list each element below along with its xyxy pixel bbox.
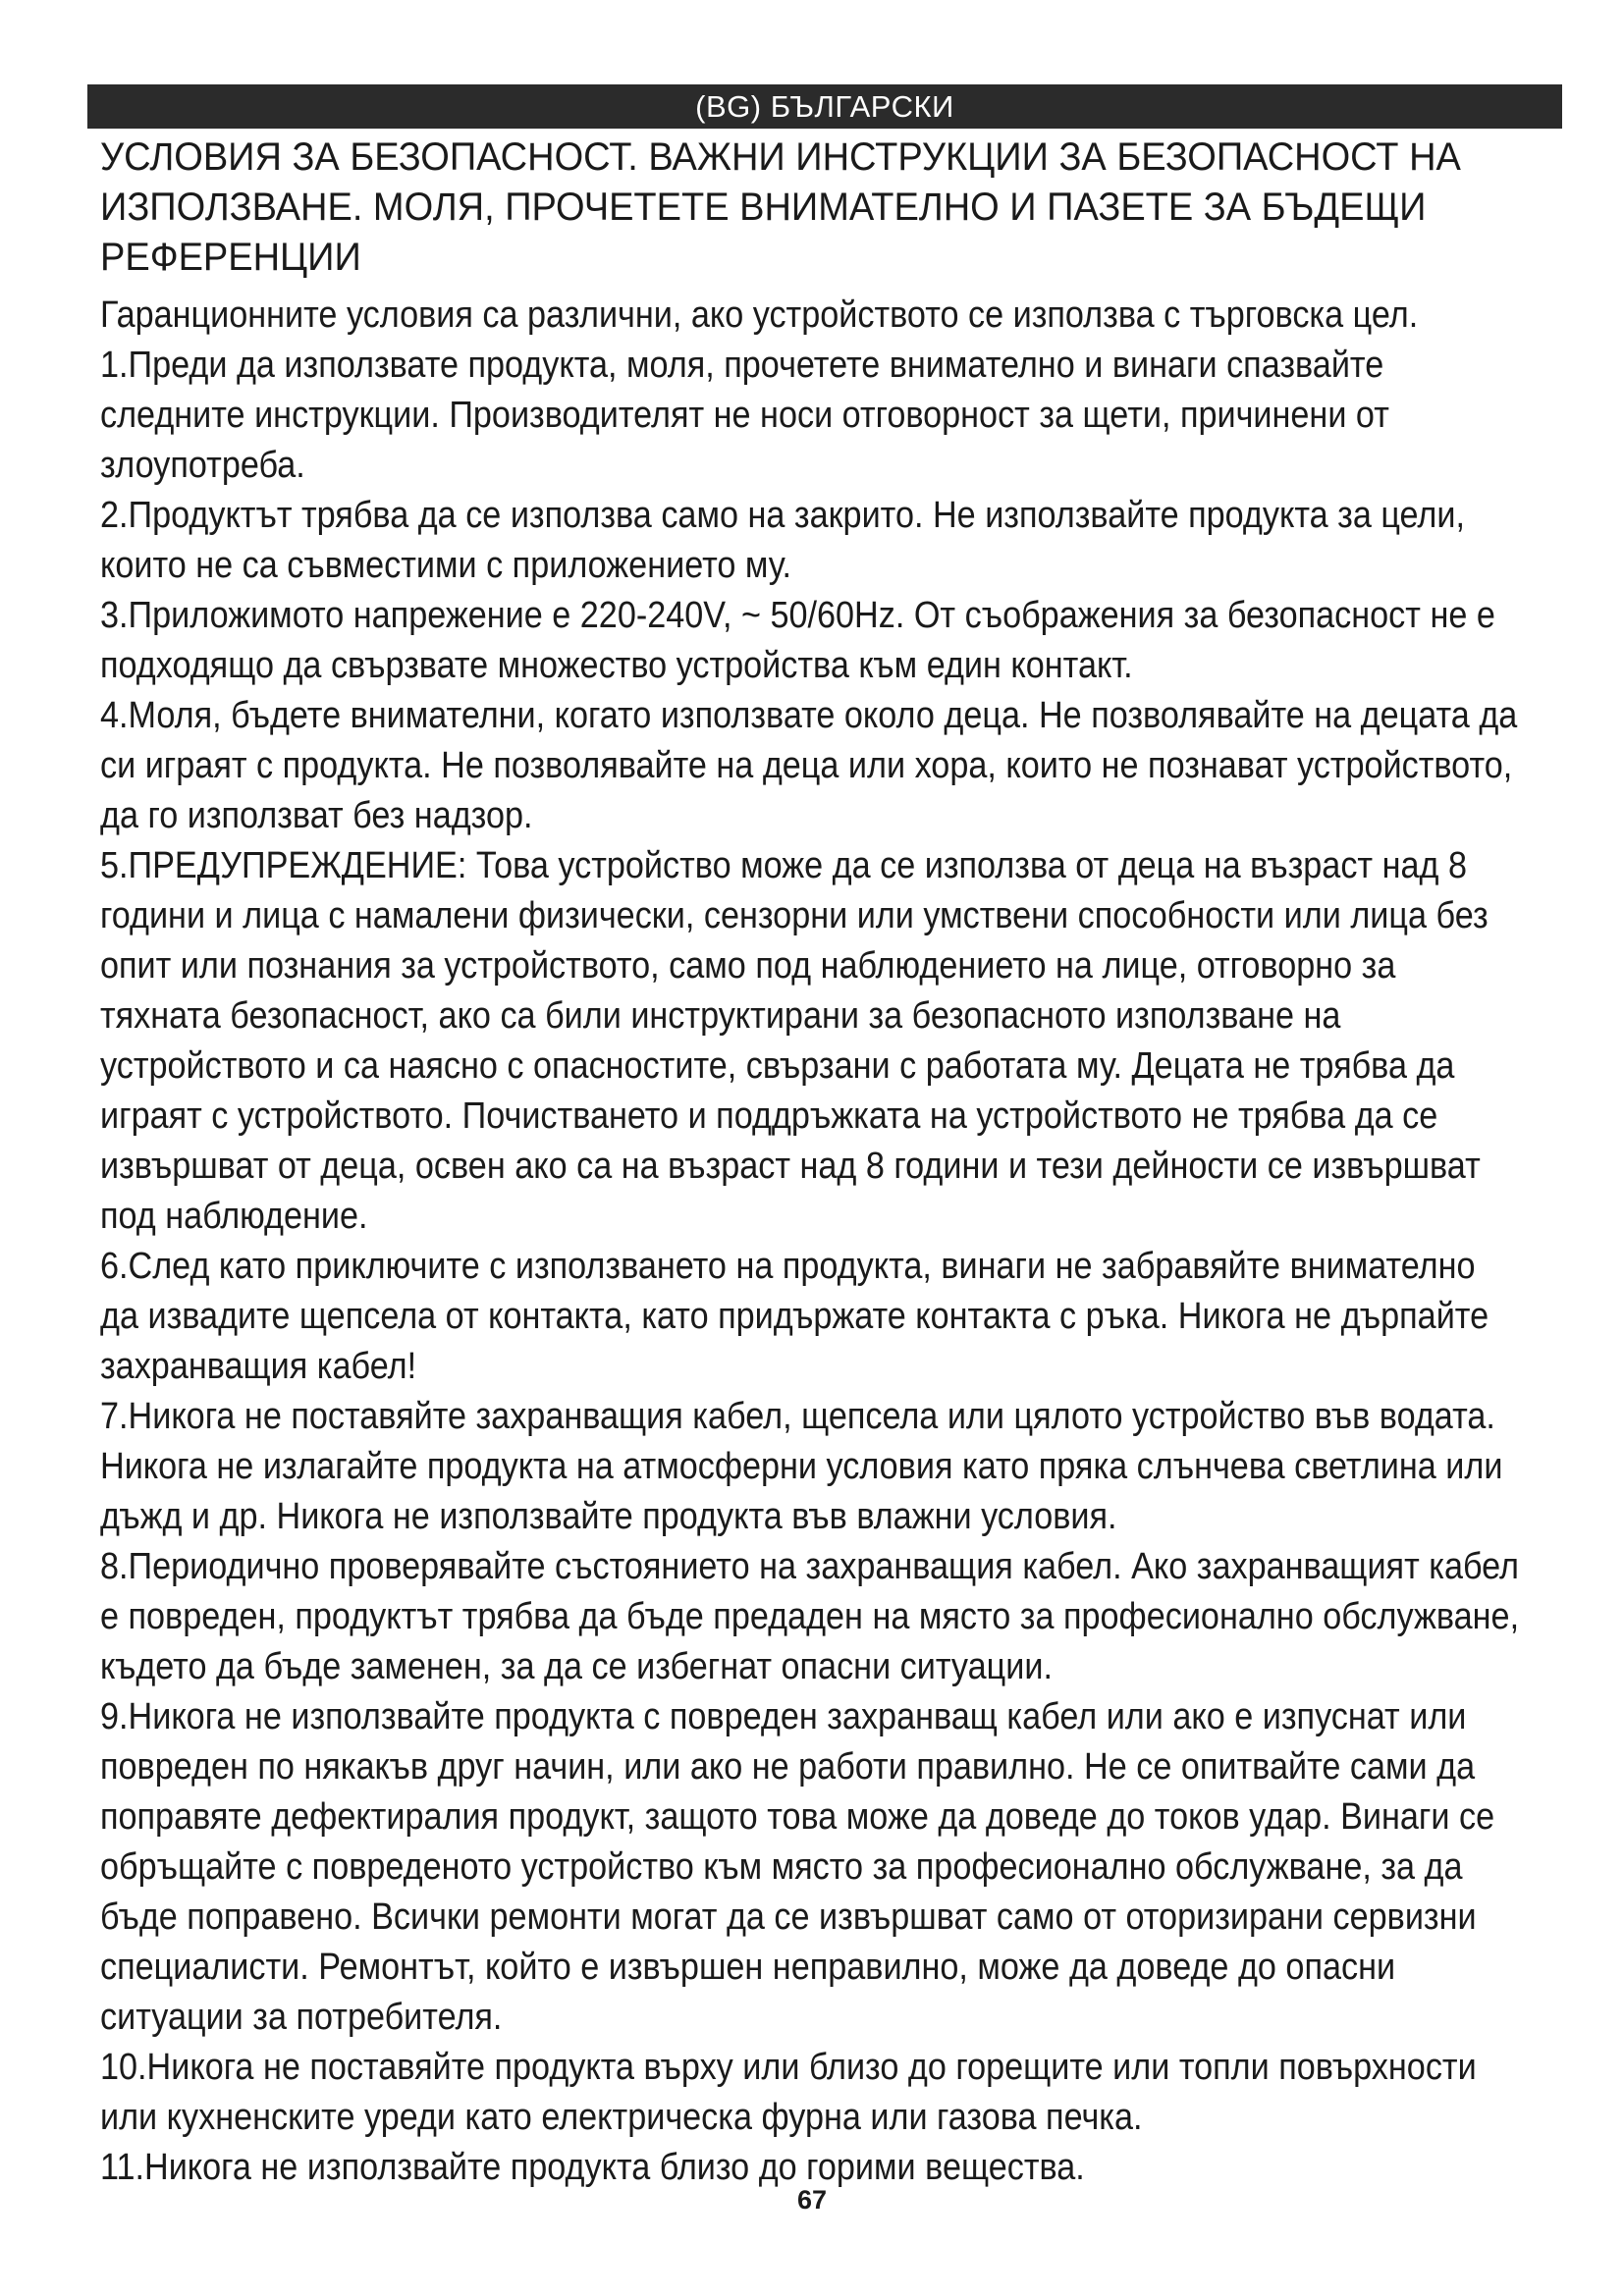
instruction-paragraph: 11.Никога не използвайте продукта близо до горими вещества.	[100, 2147, 1085, 2188]
instruction-paragraph: 8.Периодично проверявайте състоянието на захранващия кабел. Ако захранващият кабел е повреден, продуктът трябва да бъде предаден на място за професионално обслужване, където да бъде заменен, за да се избегнат опасни ситуации.	[100, 1546, 1520, 1687]
instruction-paragraph: 4.Моля, бъдете внимателни, когато използвате около деца. Не позволявайте на децата да си играят с продукта. Не позволявайте на деца или хора, които не познават устройството, да го използват без надзор.	[100, 695, 1518, 836]
instruction-paragraph: 7.Никога не поставяйте захранващия кабел, щепсела или цялото устройство във водата. Никога не излагайте продукта на атмосферни условия като пряка слънчева светлина или дъжд и др. Никога не използвайте продукта във влажни условия.	[100, 1396, 1503, 1537]
instruction-paragraph: 3.Приложимото напрежение е 220-240V, ~ 50/60Hz. От съображения за безопасност не е подходящо да свързвате множество устройства към един контакт.	[100, 595, 1495, 686]
instruction-paragraph: 6.След като приключите с използването на продукта, винаги не забравяйте внимателно да извадите щепсела от контакта, като придържате контакта с ръка. Никога не дърпайте захранващия кабел!	[100, 1246, 1489, 1387]
warranty-note-paragraph: Гаранционните условия са различни, ако устройството се използва с търговска цел.	[100, 294, 1419, 336]
instruction-paragraph: 10.Никога не поставяйте продукта върху или близо до горещите или топли повърхности или кухненските уреди като електрическа фурна или газова печка.	[100, 2047, 1477, 2138]
instruction-paragraph: 2.Продуктът трябва да се използва само на закрито. Не използвайте продукта за цели, които не са съвместими с приложението му.	[100, 495, 1465, 586]
instruction-paragraph: 5.ПРЕДУПРЕЖДЕНИЕ: Това устройство може да се използва от деца на възраст над 8 години и лица с намалени физически, сензорни или умствени способности или лица без опит или познания за устройството, само под наблюдението на лице, отговорно за тяхната безопасност, ако са били инструктирани за безопасното използване на устройството и са наясно с опасностите, свързани с работата му. Децата не трябва да играят с устройството. Почистването и поддръжката на устройството не трябва да се извършват от деца, освен ако са на възраст над 8 години и тези дейности се извършват под наблюдение.	[100, 845, 1489, 1237]
instruction-paragraph: 1.Преди да използвате продукта, моля, прочетете внимателно и винаги спазвайте следните инструкции. Производителят не носи отговорност за щети, причинени от злоупотреба.	[100, 345, 1389, 486]
instruction-paragraph: 9.Никога не използвайте продукта с повреден захранващ кабел или ако е изпуснат или повреден по някакъв друг начин, или ако не работи правилно. Не се опитвайте сами да поправяте дефектиралия продукт, защото това може да доведе до токов удар. Винаги се обръщайте с повреденото устройство към място за професионално обслужване, за да бъде поправено. Всички ремонти могат да се извършват само от оторизирани сервизни специалисти. Ремонтът, който е извършен неправилно, може да доведе до опасни ситуации за потребителя.	[100, 1696, 1495, 2038]
safety-heading: УСЛОВИЯ ЗА БЕЗОПАСНОСТ. ВАЖНИ ИНСТРУКЦИИ ЗА БЕЗОПАСНОСТ НА ИЗПОЛЗВАНЕ. МОЛЯ, ПРОЧЕТЕТЕ ВНИМАТЕЛНО И ПАЗЕТЕ ЗА БЪДЕЩИ РЕФЕРЕНЦИИ	[100, 135, 1461, 279]
page-number: 67	[796, 2185, 828, 2215]
language-header-bar	[87, 84, 1562, 129]
document-body	[100, 133, 1573, 2193]
safety-paragraph-list	[100, 291, 1573, 2193]
language-label: (BG) БЪЛГАРСКИ	[695, 89, 954, 124]
